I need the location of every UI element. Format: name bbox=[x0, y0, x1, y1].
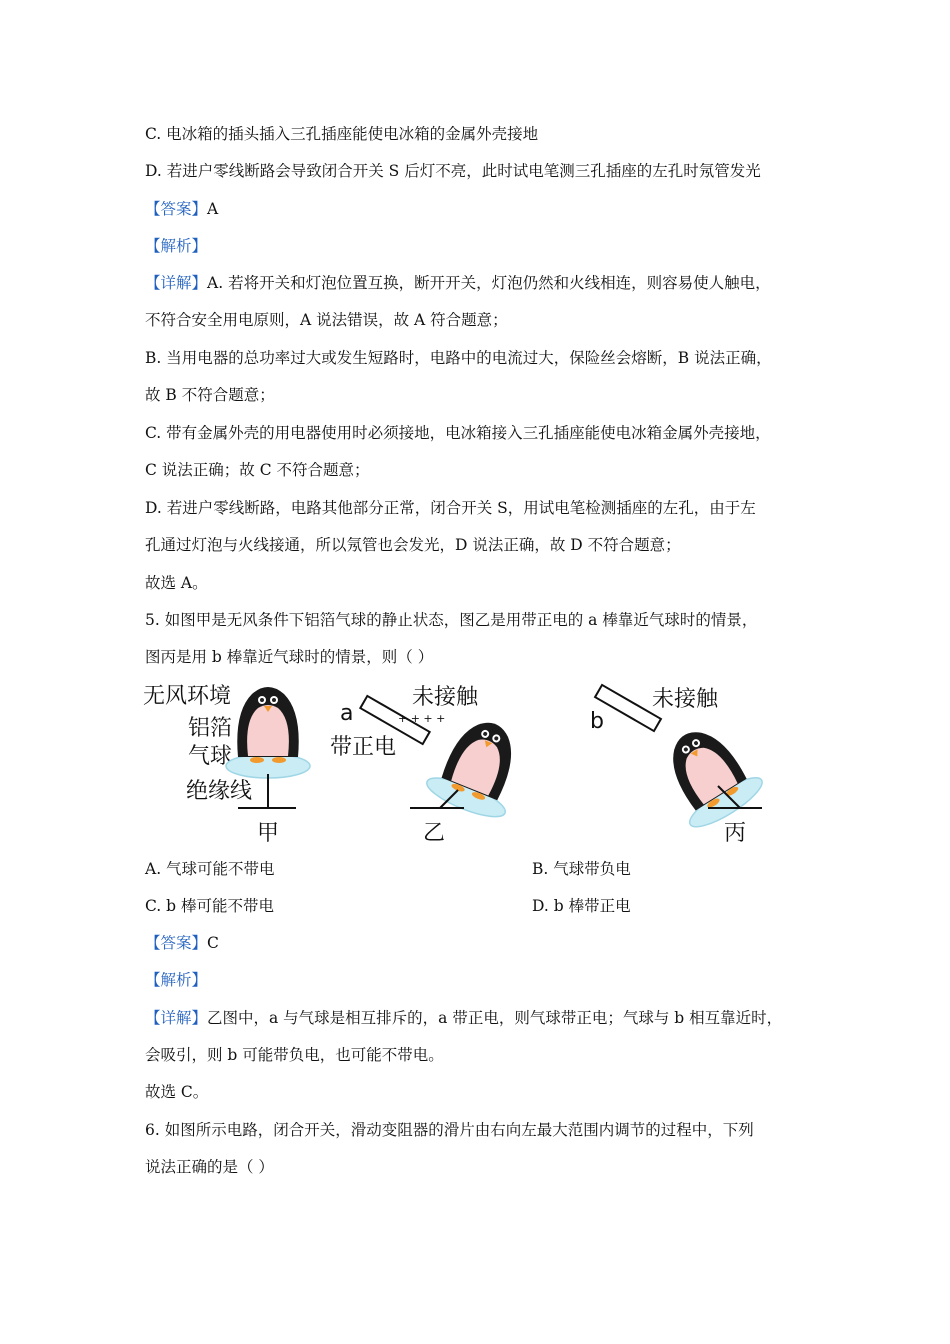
caption-yi: 乙 bbox=[423, 821, 446, 846]
detail-key: 【详解】 bbox=[145, 1009, 208, 1027]
label-not-touch-yi: 未接触 bbox=[412, 685, 479, 710]
caption-jia: 甲 bbox=[257, 821, 280, 846]
q4-detail-line-5: C. 带有金属外壳的用电器使用时必须接地，电冰箱接入三孔插座能使电冰箱金属外壳接地， bbox=[145, 424, 771, 442]
q5-option-d: D. b 棒带正电 bbox=[532, 897, 631, 915]
q6-stem-line-2: 说法正确的是（ ） bbox=[145, 1158, 274, 1176]
label-positive: 带正电 bbox=[330, 735, 397, 760]
q4-detail-line-8: 孔通过灯泡与火线接通，所以氖管也会发光，D 说法正确，故 D 不符合题意； bbox=[145, 536, 681, 554]
q4-detail-line-4: 故 B 不符合题意； bbox=[145, 386, 275, 404]
q5-answer bbox=[145, 933, 219, 953]
label-rod-b: b bbox=[590, 709, 604, 734]
q5-detail-line-1 bbox=[145, 1008, 782, 1028]
q4-answer bbox=[145, 199, 218, 219]
label-foil: 铝箔 bbox=[188, 716, 233, 741]
penguin-balloon-bing bbox=[648, 713, 767, 835]
q5-stem-line-2: 图丙是用 b 棒靠近气球时的情景，则（ ） bbox=[145, 648, 434, 666]
q5-figure bbox=[140, 678, 780, 850]
q6-stem-line-1: 6. 如图所示电路，闭合开关，滑动变阻器的滑片由右向左最大范围内调节的过程中，下列 bbox=[145, 1121, 754, 1139]
detail-key: 【详解】 bbox=[145, 274, 208, 292]
q5-detail-line-2: 会吸引，则 b 可能带负电，也可能不带电。 bbox=[145, 1046, 444, 1064]
q5-option-b: B. 气球带负电 bbox=[532, 860, 631, 878]
q5-analysis-key: 【解析】 bbox=[145, 971, 208, 989]
q5-option-a: A. 气球可能不带电 bbox=[145, 860, 275, 878]
caption-bing: 丙 bbox=[724, 821, 747, 846]
detail-text: 乙图中，a 与气球是相互排斥的，a 带正电，则气球带正电；气球与 b 相互靠近时， bbox=[207, 1009, 783, 1027]
q4-detail-line-6: C 说法正确；故 C 不符合题意； bbox=[145, 461, 370, 479]
q4-analysis-key: 【解析】 bbox=[145, 237, 208, 255]
q4-detail-line-2: 不符合安全用电原则，A 说法错误，故 A 符合题意； bbox=[145, 311, 508, 329]
q5-option-c: C. b 棒可能不带电 bbox=[145, 897, 275, 915]
answer-key: 【答案】 bbox=[145, 934, 208, 952]
q5-conclusion: 故选 C。 bbox=[145, 1083, 209, 1101]
q4-option-c: C. 电冰箱的插头插入三孔插座能使电冰箱的金属外壳接地 bbox=[145, 125, 539, 143]
answer-key: 【答案】 bbox=[145, 200, 208, 218]
penguin-balloon-jia bbox=[226, 687, 310, 778]
label-insulated-wire: 绝缘线 bbox=[186, 779, 253, 804]
label-balloon: 气球 bbox=[188, 744, 233, 769]
answer-value: A bbox=[207, 200, 219, 218]
label-not-touch-bing: 未接触 bbox=[652, 687, 719, 712]
q4-detail-line-1 bbox=[145, 273, 771, 293]
q4-detail-line-7: D. 若进户零线断路，电路其他部分正常，闭合开关 S，用试电笔检测插座的左孔，由于左 bbox=[145, 499, 756, 517]
detail-text: A. 若将开关和灯泡位置互换，断开开关，灯泡仍然和火线相连，则容易使人触电， bbox=[207, 274, 771, 292]
q4-detail-line-3: B. 当用电器的总功率过大或发生短路时，电路中的电流过大，保险丝会熔断，B 说法正确， bbox=[145, 349, 772, 367]
penguin-balloon-yi bbox=[423, 708, 535, 824]
label-rod-a: a bbox=[340, 701, 354, 726]
label-no-wind: 无风环境 bbox=[143, 684, 232, 709]
q5-stem-line-1: 5. 如图甲是无风条件下铝箔气球的静止状态，图乙是用带正电的 a 棒靠近气球时的情景， bbox=[145, 611, 758, 629]
answer-value: C bbox=[207, 934, 219, 952]
q4-conclusion: 故选 A。 bbox=[145, 574, 208, 592]
q4-option-d: D. 若进户零线断路会导致闭合开关 S 后灯不亮，此时试电笔测三孔插座的左孔时氖管发光 bbox=[145, 162, 761, 180]
charges-a: + + + + bbox=[398, 712, 446, 725]
